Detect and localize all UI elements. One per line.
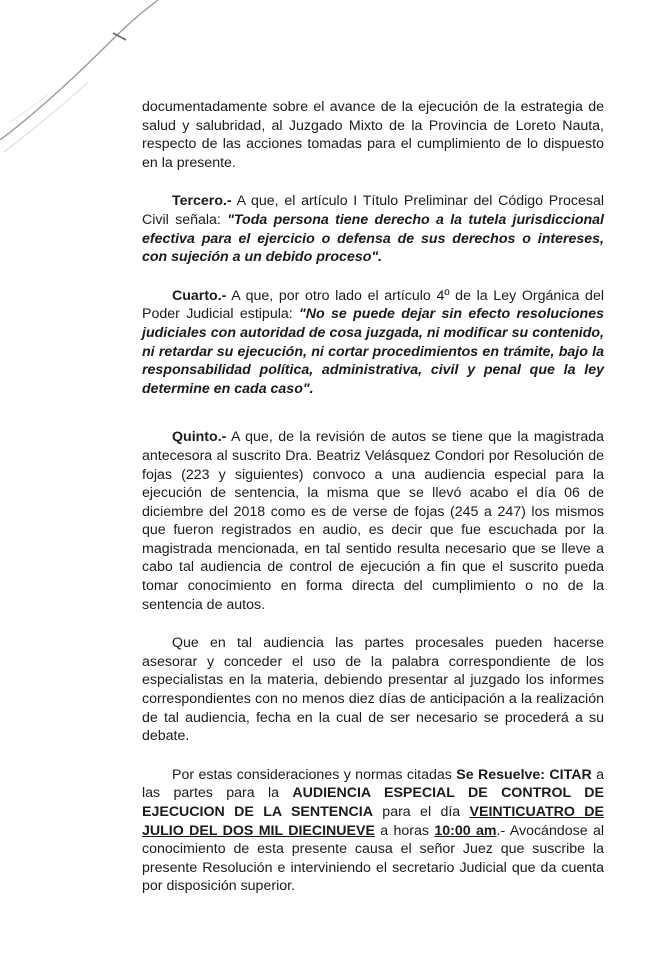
paragraph-text: Por estas consideraciones y normas citadas: [172, 766, 457, 783]
hearing-time: 10:00 am: [434, 822, 497, 839]
paragraph-text: para el día: [372, 804, 470, 820]
paragraph-text: A que, por otro lado el artículo 4º de la Ley Orgánica del Poder Judicial estipula:: [142, 287, 604, 323]
paragraph-text: A que, de la revisión de autos se tiene que la magistrada antecesora al suscrito Dra. Beatriz Velásquez Condori por Resolución de fojas (223 y siguientes) convoco a una audiencia especial para la ejecución de sentencia, la misma que se llevó acabo el día 06 de diciembre del 2018 como es de verse de fojas (245 a 247) los mismos que fueron registrados en audio, es decir que fue escuchada por la magistrada mencionada, en tal sentido resulta necesario que se lleve a cabo tal audiencia de control de ejecución a fin que el suscrito pueda tomar conocimiento en forma directa del cumplimiento o no de la sentencia de autos.: [142, 429, 604, 613]
paragraph-text: .- Avocándose al conocimiento de esta presente causa el señor Juez que suscribe la presente Resolución e interviniendo el secretario Judicial que da cuenta por disposición superior.: [142, 822, 604, 895]
paragraph-heading: Cuarto.-: [172, 287, 227, 304]
paragraph-tercero: [142, 192, 604, 266]
resolution-verdict: Se Resuelve: CITAR: [456, 766, 592, 783]
legal-quote: "No se puede dejar sin efecto resoluciones judiciales con autoridad de cosa juzgada, ni modificar su contenido, ni retardar su ejecución, ni cortar procedimientos en trámite, bajo la responsabilidad política, administrativa, civil y penal que la ley determine en cada caso".: [142, 306, 604, 397]
paragraph-cuarto: [142, 287, 604, 399]
paragraph-text: Que en tal audiencia las partes procesales pueden hacerse asesorar y conceder el uso de la palabra correspondiente de los especialistas en la materia, debiendo presentar al juzgado los informes correspondientes con no menos diez días de anticipación a la realización de tal audiencia, fecha en la cual de ser necesario se procederá a su debate.: [142, 635, 604, 745]
hearing-date: VEINTICUATRO DE JULIO DEL DOS MIL DIECINUEVE: [142, 804, 604, 839]
paragraph-text: a las partes para la: [142, 766, 604, 802]
paragraph-continuation: [142, 98, 604, 172]
paragraph-text: A que, el artículo I Título Preliminar del Código Procesal Civil señala:: [142, 193, 604, 228]
legal-quote: "Toda persona tiene derecho a la tutela jurisdiccional efectiva para el ejercicio o defensa de sus derechos o intereses, con sujeción a un debido proceso".: [142, 211, 604, 266]
paragraph-resolution: [142, 766, 604, 896]
paragraph-quinto: [142, 428, 604, 614]
paragraph-audiencia: [142, 634, 604, 746]
paragraph-text: a horas: [374, 822, 435, 839]
document-body: [142, 98, 604, 916]
hearing-name: AUDIENCIA ESPECIAL DE CONTROL DE EJECUCION DE LA SENTENCIA: [142, 785, 604, 820]
paragraph-heading: Tercero.-: [172, 193, 232, 210]
paragraph-text: documentadamente sobre el avance de la ejecución de la estrategia de salud y salubridad, al Juzgado Mixto de la Provincia de Loreto Nauta, respecto de las acciones tomadas para el cumplimiento de lo dispuesto en la presente.: [142, 99, 604, 171]
paragraph-heading: Quinto.-: [172, 429, 227, 446]
